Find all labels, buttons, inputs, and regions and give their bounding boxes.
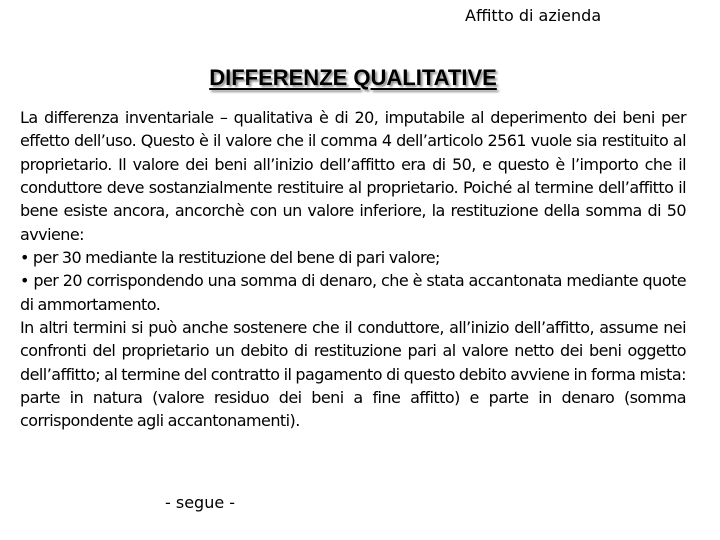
bullet-text: per 30 mediante la restituzione del bene di pari valore; [28, 248, 440, 268]
conclusion-paragraph: In altri termini si può anche sostenere che il conduttore, all’inizio dell’affitto, assume nei confronti del proprietario un debito di restituzione pari al valore netto dei beni oggetto dell’affitto; al termine del contratto il pagamento di questo debito avviene in forma mista: parte in natura (valore residuo dei beni a fine affitto) e parte in denaro (somma corrispondente agli accantonamenti). [20, 318, 686, 431]
running-header: Affitto di azienda [465, 6, 602, 25]
bullet-marker: • [20, 248, 29, 268]
bullet-item [20, 246, 686, 269]
body-text [20, 106, 686, 433]
continuation-note: - segue - [165, 493, 236, 512]
bullet-item [20, 269, 686, 316]
intro-paragraph: La differenza inventariale – qualitativa è di 20, imputabile al deperimento dei beni per effetto dell’uso. Questo è il valore che il comma 4 dell’articolo 2561 vuole sia restituito al proprietario. Il valore dei beni all’inizio dell’affitto era di 50, e questo è l’importo che il conduttore deve sostanzialmente restituire al proprietario. Poiché al termine dell’affitto il bene esiste ancora, ancorchè con un valore inferiore, la restituzione della somma di 50 avviene: [20, 108, 686, 244]
page-title: DIFFERENZE QUALITATIVE [209, 65, 497, 90]
bullet-marker: • [20, 271, 29, 291]
bullet-text: per 20 corrispondendo una somma di denaro, che è stata accantonata mediante quote di ammortamento. [20, 271, 686, 314]
